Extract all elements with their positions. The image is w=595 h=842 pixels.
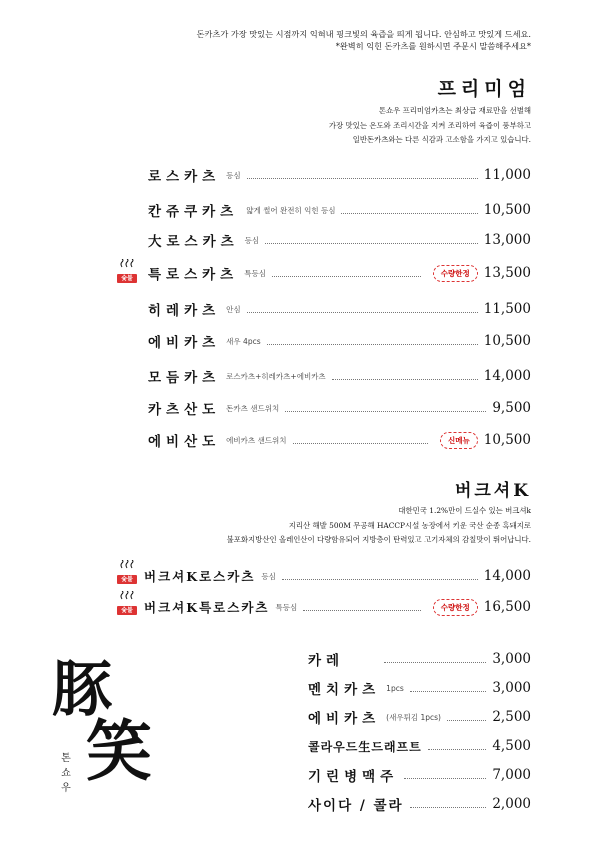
item-name: 버크셔K특로스카츠 — [144, 600, 270, 615]
item-name: 멘치카츠 — [308, 682, 381, 698]
item-price: 10,500 — [483, 432, 531, 448]
item-description: 1pcs — [386, 683, 404, 693]
item-price: 11,500 — [483, 301, 531, 317]
item-description: 에비카츠 샌드위치 — [226, 435, 287, 445]
item-price: 7,000 — [492, 767, 531, 783]
item-name: 로스카츠 — [148, 169, 221, 185]
logo-char-pig: 豚 — [52, 655, 112, 725]
item-description: 등심 — [261, 571, 276, 581]
item-description: 얇게 썰어 완전히 익힌 등심 — [246, 205, 336, 215]
leader-dots — [267, 344, 478, 345]
charcoal-tag: 숯불 — [117, 575, 137, 584]
berkshire-section-title: 버크셔K — [454, 481, 531, 501]
menu-item-kloud-draft — [308, 736, 531, 756]
item-description: 특등심 — [244, 268, 266, 278]
notice-line-2: *완벽히 익힌 돈카츠를 원하시면 주문시 말씀해주세요* — [335, 41, 531, 51]
item-price: 13,500 — [483, 265, 531, 281]
item-price: 10,500 — [483, 202, 531, 218]
menu-item-kirin-bottle-beer — [308, 765, 531, 785]
steaming-pot-icon — [116, 259, 138, 283]
logo-char-laugh: 笑 — [86, 712, 152, 790]
leader-dots — [332, 379, 478, 380]
item-price: 10,500 — [483, 333, 531, 349]
menu-item-ros-katsu — [148, 165, 531, 185]
leader-dots — [247, 178, 478, 179]
steam-icon — [119, 560, 135, 569]
item-price: 3,000 — [492, 680, 531, 696]
leader-dots — [410, 691, 487, 692]
leader-dots — [404, 778, 486, 779]
item-price: 14,000 — [483, 368, 531, 384]
steam-icon — [119, 259, 135, 268]
menu-item-hire-katsu — [148, 299, 531, 319]
menu-item-cider-cola — [308, 794, 531, 814]
menu-item-large-ros-katsu — [148, 230, 531, 250]
menu-item-special-ros-katsu — [148, 263, 531, 283]
leader-dots — [428, 749, 487, 750]
menu-item-ebi-katsu — [148, 331, 531, 351]
item-name: 버크셔K로스카츠 — [144, 569, 256, 584]
logo-vertical-char-2: 쇼 — [61, 768, 71, 779]
logo-vertical-char-1: 톤 — [61, 753, 71, 764]
premium-desc-line-2: 가장 맛있는 온도와 조리시간을 지켜 조리하여 육즙이 풍부하고 — [328, 120, 531, 130]
menu-item-berkshire-special-ros-katsu — [144, 597, 531, 617]
leader-dots — [447, 720, 486, 721]
item-name: 카츠산도 — [148, 402, 221, 418]
berkshire-desc-line-1: 대한민국 1.2%만이 드실수 있는 버크셔k — [398, 506, 531, 515]
menu-item-katsu-sando — [148, 398, 531, 418]
leader-dots — [265, 243, 478, 244]
new-menu-badge: 신메뉴 — [440, 432, 478, 449]
item-price: 13,000 — [483, 232, 531, 248]
item-name: 카레 — [308, 653, 345, 669]
logo-vertical-char-3: 우 — [61, 783, 71, 794]
menu-item-berkshire-ros-katsu — [144, 566, 531, 586]
leader-dots — [293, 443, 428, 444]
item-price: 3,000 — [492, 651, 531, 667]
limited-quantity-badge: 수량한정 — [433, 265, 478, 282]
item-name: 에비산도 — [148, 434, 221, 450]
berkshire-description — [227, 504, 531, 548]
item-description: 등심 — [226, 170, 241, 180]
menu-item-curry — [308, 649, 531, 669]
item-description: 새우 4pcs — [226, 336, 261, 346]
steaming-pot-icon — [116, 591, 138, 615]
item-price: 16,500 — [483, 599, 531, 615]
item-price: 9,500 — [492, 400, 531, 416]
charcoal-tag: 숯불 — [117, 606, 137, 615]
premium-desc-line-1: 톤쇼우 프리미엄카츠는 최상급 재료만을 선별해 — [378, 106, 531, 115]
berkshire-desc-line-2: 지리산 해발 500M 무공해 HACCP시설 농장에서 키운 국산 순종 흑돼지로 — [288, 520, 531, 530]
item-price: 2,000 — [492, 796, 531, 812]
menu-item-ebi-sando — [148, 430, 531, 450]
leader-dots — [285, 411, 486, 412]
item-name: 모듬카츠 — [148, 370, 221, 386]
item-description: 특등심 — [275, 602, 298, 612]
steam-icon — [119, 591, 135, 600]
steaming-pot-icon — [116, 560, 138, 584]
leader-dots — [282, 579, 478, 580]
item-name: 사이다 / 콜라 — [308, 798, 404, 814]
leader-dots — [272, 276, 421, 277]
menu-item-modum-katsu — [148, 366, 531, 386]
limited-quantity-badge: 수량한정 — [433, 599, 478, 616]
item-description: 로스카츠+히레카츠+에비카츠 — [226, 371, 326, 381]
charcoal-tag: 숯불 — [117, 274, 137, 283]
leader-dots — [303, 610, 421, 611]
premium-section-title: 프리미엄 — [437, 78, 531, 100]
item-name: 콜라우드生드래프트 — [308, 739, 422, 754]
item-name: 에비카츠 — [308, 711, 381, 727]
notice-line-1: 돈카츠가 가장 맛있는 시점까지 익혀내 핑크빛의 육즙을 띄게 됩니다. 안심하고 맛있게 드세요. — [196, 29, 531, 39]
item-description: (새우튀김 1pcs) — [386, 712, 441, 722]
menu-item-menchi-katsu — [308, 678, 531, 698]
item-name: 히레카츠 — [148, 303, 221, 319]
item-description: 등심 — [244, 235, 260, 245]
item-name: 大로스카츠 — [148, 234, 239, 250]
item-price: 2,500 — [492, 709, 531, 725]
logo-vertical-text — [60, 751, 72, 796]
premium-description — [329, 104, 531, 148]
premium-desc-line-3: 일반돈카츠와는 다른 식감과 고소함을 가지고 있습니다. — [352, 135, 531, 144]
cooking-notice — [197, 28, 531, 52]
menu-item-ebi-katsu-side — [308, 707, 531, 727]
item-name: 칸쥬쿠카츠 — [148, 204, 239, 220]
leader-dots — [341, 213, 477, 214]
item-description: 돈카츠 샌드위치 — [226, 403, 280, 413]
menu-item-kanjuku-katsu — [148, 200, 531, 220]
leader-dots — [384, 662, 486, 663]
item-price: 14,000 — [483, 568, 531, 584]
berkshire-desc-line-3: 불포화지방산인 올레인산이 다량함유되어 지방층이 탄력있고 고기자체의 감칠맛이 뛰어납니다. — [226, 535, 531, 544]
leader-dots — [247, 312, 478, 313]
item-price: 4,500 — [492, 738, 531, 754]
item-description: 안심 — [226, 304, 241, 314]
item-price: 11,000 — [483, 167, 531, 183]
leader-dots — [410, 807, 487, 808]
item-name: 에비카츠 — [148, 335, 221, 351]
item-name: 기린병맥주 — [308, 769, 399, 785]
item-name: 특로스카츠 — [148, 267, 239, 283]
